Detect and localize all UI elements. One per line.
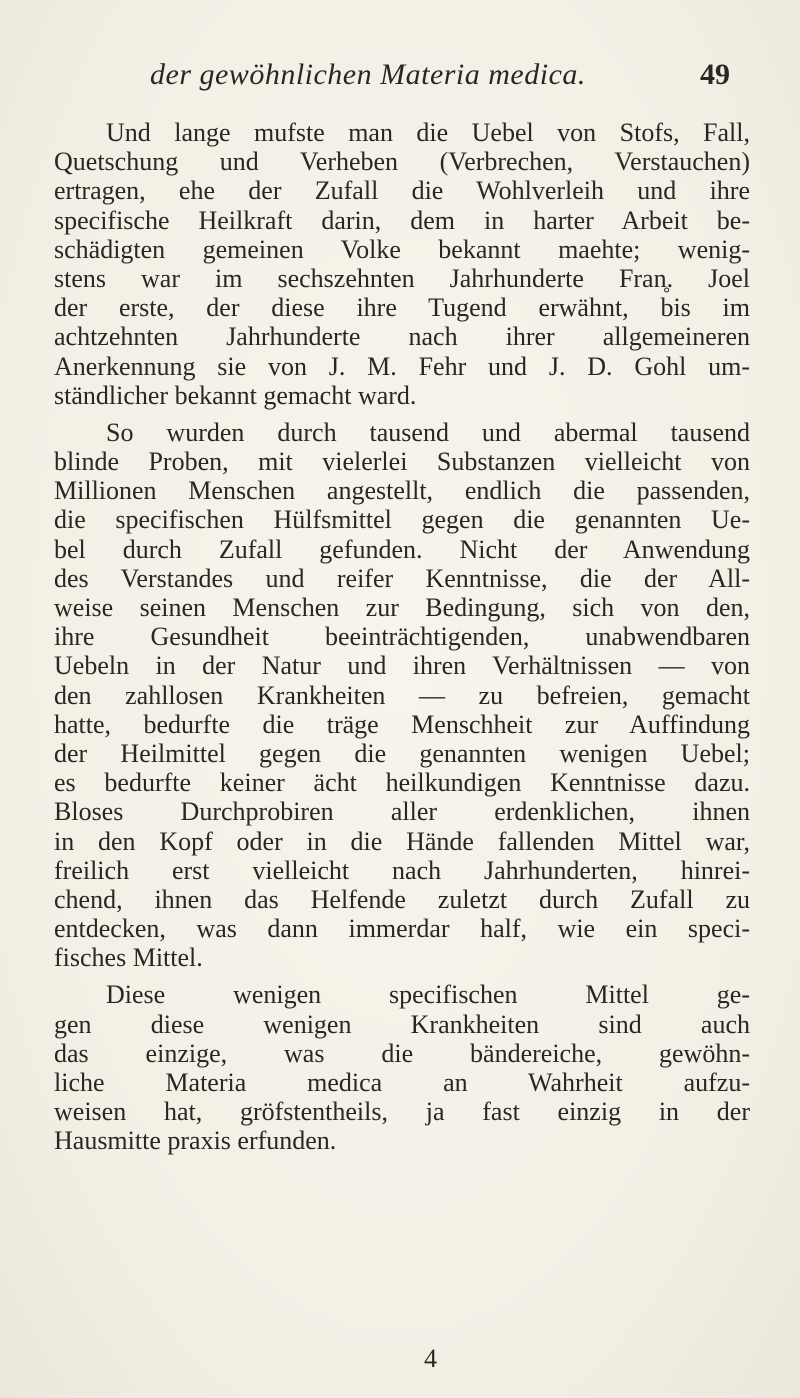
text-line: es bedurfte keiner ächt heilkundigen Kenntnisse dazu.: [54, 768, 750, 798]
text-line: der erste, der diese ihre Tugend erwähnt, bis im: [54, 293, 750, 323]
text-line: ständlicher bekannt gemacht ward.: [54, 380, 417, 410]
text-line: gen diese wenigen Krankheiten sind auch: [54, 1009, 750, 1039]
text-line: liche Materia medica an Wahrheit aufzu-: [54, 1068, 750, 1097]
body-text: [54, 118, 750, 1164]
paragraph-3: [54, 980, 750, 1155]
signature-mark: 4: [424, 1344, 437, 1373]
text-line: freilich erst vielleicht nach Jahrhunderten, hinrei-: [54, 855, 750, 885]
text-line: entdecken, was dann immerdar half, wie ein speci-: [54, 914, 750, 944]
text-line: Uebeln in der Natur und ihren Verhältnissen — von: [54, 651, 750, 681]
text-line: Anerkennung sie von J. M. Fehr und J. D. Gohl um-: [54, 351, 750, 381]
text-line: in den Kopf oder in die Hände fallenden Mittel war,: [54, 826, 750, 856]
paragraph-1: [54, 118, 750, 410]
text-line: Diese wenigen specifischen Mittel ge-: [106, 980, 750, 1010]
text-line: hatte, bedurfte die träge Menschheit zur Auffindung: [54, 709, 750, 739]
text-line: bel durch Zufall gefunden. Nicht der Anwendung: [54, 534, 750, 564]
text-line: die specifischen Hülfsmittel gegen die genannten Ue-: [54, 505, 750, 535]
text-line: Hausmitte praxis erfunden.: [54, 1126, 337, 1156]
text-line: des Verstandes und reifer Kenntnisse, die der All-: [54, 563, 750, 593]
text-line: Quetschung und Verheben (Verbrechen, Verstauchen): [54, 147, 750, 177]
page-header: [150, 58, 730, 98]
text-line: ertragen, ehe der Zufall die Wohlverleih und ihre: [54, 176, 750, 206]
text-line: weise seinen Menschen zur Bedingung, sich von den,: [54, 593, 750, 622]
paragraph-2: [54, 418, 750, 973]
text-line: blinde Proben, mit vielerlei Substanzen vielleicht von: [54, 447, 750, 477]
text-line: schädigten gemeinen Volke bekannt maehte; wenig-: [54, 234, 750, 264]
text-line: ihre Gesundheit beeinträchtigenden, unabwendbaren: [54, 622, 750, 652]
text-line: chend, ihnen das Helfende zuletzt durch Zufall zu: [54, 884, 750, 914]
text-line: Bloses Durchprobiren aller erdenklichen, ihnen: [54, 797, 750, 827]
text-line: weisen hat, gröfstentheils, ja fast einzig in der: [54, 1097, 750, 1127]
text-line: specifische Heilkraft darin, dem in harter Arbeit be-: [54, 205, 750, 235]
text-line: achtzehnten Jahrhunderte nach ihrer allgemeineren: [54, 322, 750, 352]
text-line: stens war im sechszehnten Jahrhunderte Fran̥. Joel: [54, 263, 750, 293]
text-line: den zahllosen Krankheiten — zu befreien, gemacht: [54, 680, 750, 710]
text-line: das einzige, was die bändereiche, gewöhn-: [54, 1038, 750, 1068]
text-line: Millionen Menschen angestellt, endlich die passenden,: [54, 476, 750, 506]
page-number: 49: [700, 58, 730, 91]
text-line: fisches Mittel.: [54, 943, 203, 973]
text-line: der Heilmittel gegen die genannten wenigen Uebel;: [54, 738, 750, 768]
running-head: der gewöhnlichen Materia medica.: [150, 58, 586, 91]
text-line: Und lange mufste man die Uebel von Stofs, Fall,: [106, 118, 750, 147]
text-line: So wurden durch tausend und abermal tausend: [106, 417, 750, 447]
